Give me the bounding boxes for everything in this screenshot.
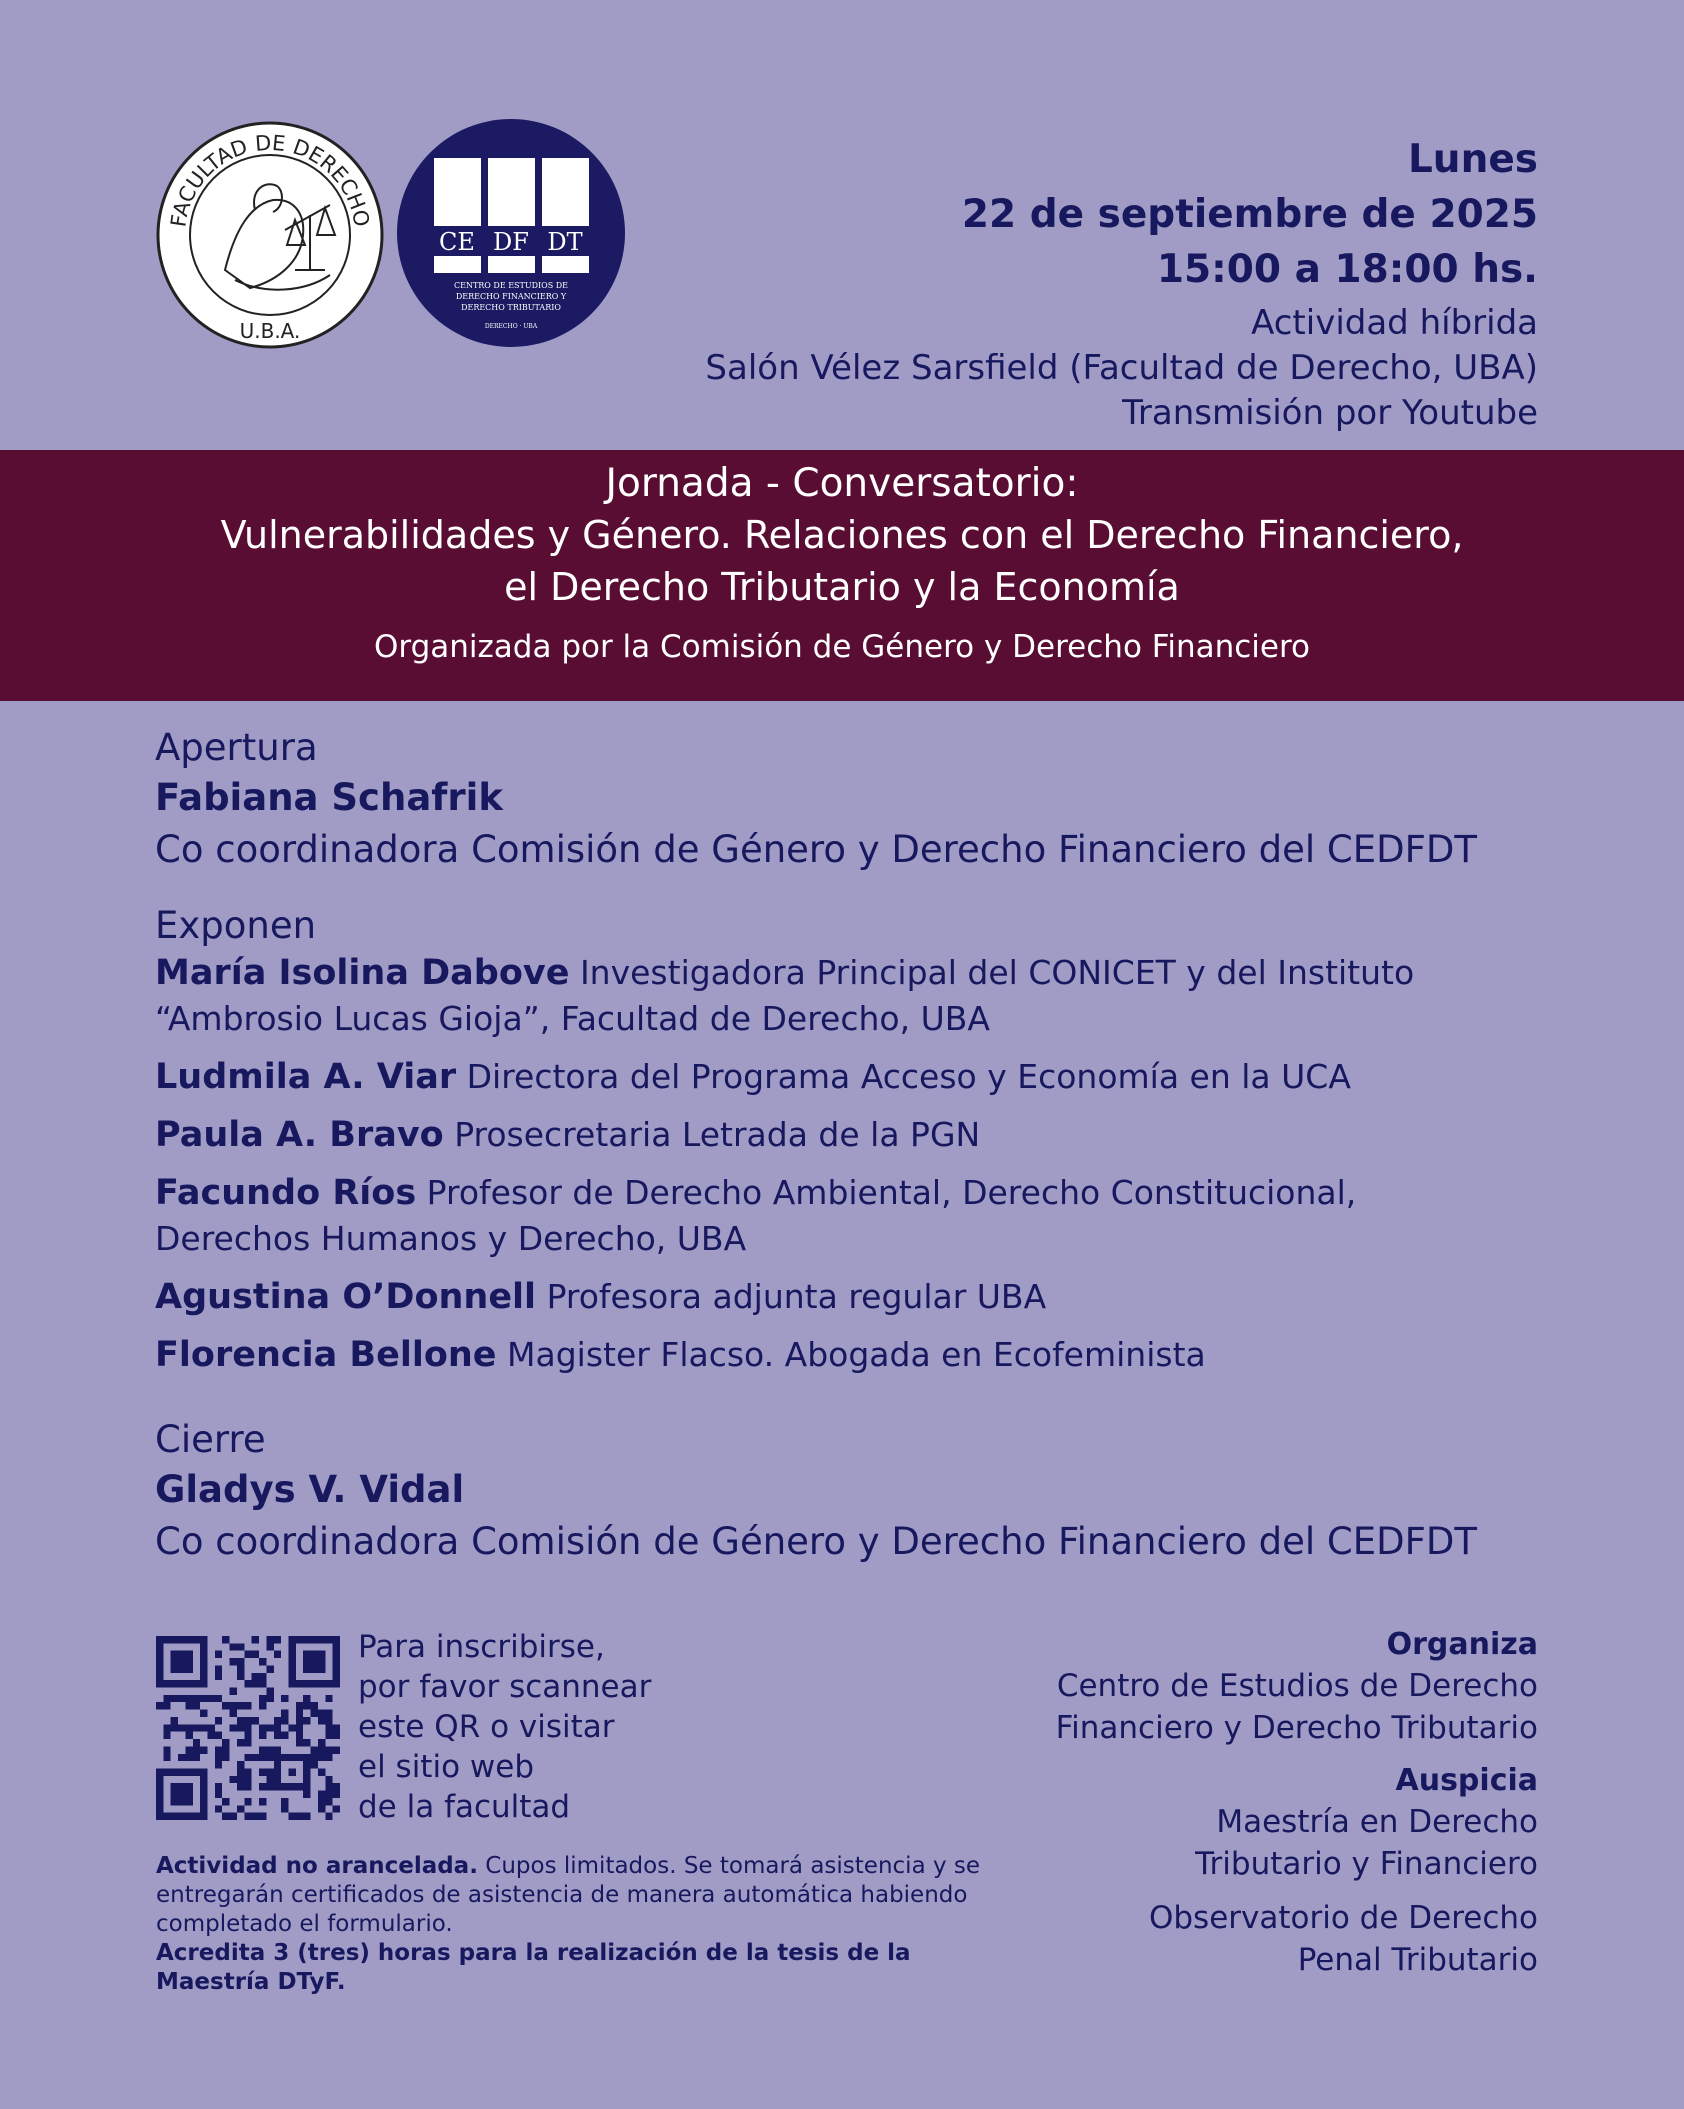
event-organizer-line: Organizada por la Comisión de Género y Derecho Financiero bbox=[373, 629, 1311, 665]
cedfdt-logo bbox=[396, 118, 626, 348]
event-day: Lunes bbox=[1407, 137, 1538, 182]
opening-label: Apertura bbox=[155, 726, 318, 769]
event-title-line1: Vulnerabilidades y Género. Relaciones con el Derecho Financiero, bbox=[220, 513, 1464, 557]
speaker-role: Directora del Programa Acceso y Economía en la UCA bbox=[466, 1057, 1351, 1096]
cedfdt-name-line1: CENTRO DE ESTUDIOS DE bbox=[453, 281, 569, 290]
organiza-label: Organiza bbox=[1386, 1627, 1538, 1662]
closing-label: Cierre bbox=[155, 1418, 266, 1461]
organizers-block bbox=[1056, 1625, 1538, 1981]
closing-speaker-role: Co coordinadora Comisión de Género y Derecho Financiero del CEDFDT bbox=[155, 1520, 1477, 1563]
opening-speaker-role: Co coordinadora Comisión de Género y Derecho Financiero del CEDFDT bbox=[155, 828, 1477, 871]
speaker-row bbox=[155, 1054, 1555, 1100]
speaker-role: Magister Flacso. Abogada en Ecofeminista bbox=[507, 1335, 1206, 1374]
speaker-role: Prosecretaria Letrada de la PGN bbox=[454, 1115, 981, 1154]
observatorio-line: Penal Tributario bbox=[1297, 1942, 1538, 1978]
registration-line: Para inscribirse, bbox=[358, 1629, 605, 1665]
registration-line: por favor scannear bbox=[358, 1669, 652, 1705]
speaker-name: Florencia Bellone bbox=[155, 1335, 497, 1375]
speaker-row bbox=[155, 1274, 1555, 1320]
title-band bbox=[0, 450, 1684, 701]
speaker-role: Profesora adjunta regular UBA bbox=[546, 1277, 1047, 1316]
speaker-role: Profesor de Derecho Ambiental, Derecho Constitucional, bbox=[426, 1173, 1357, 1212]
registration-line: este QR o visitar bbox=[358, 1709, 615, 1745]
fine-print-lead: Actividad no arancelada. bbox=[156, 1853, 478, 1879]
closing-speaker-name: Gladys V. Vidal bbox=[155, 1468, 465, 1511]
event-stream: Transmisión por Youtube bbox=[1122, 393, 1538, 433]
speaker-role-cont: Derechos Humanos y Derecho, UBA bbox=[155, 1219, 747, 1258]
speaker-role: Investigadora Principal del CONICET y del Instituto bbox=[579, 953, 1415, 992]
cedfdt-name-line2: DERECHO FINANCIERO Y bbox=[455, 292, 567, 301]
auspicia-line: Tributario y Financiero bbox=[1195, 1846, 1538, 1882]
organiza-line: Financiero y Derecho Tributario bbox=[1055, 1710, 1538, 1746]
speakers-label: Exponen bbox=[155, 904, 317, 947]
speaker-name: Facundo Ríos bbox=[155, 1173, 417, 1213]
auspicia-line: Maestría en Derecho bbox=[1216, 1804, 1538, 1840]
speaker-name: Agustina O’Donnell bbox=[155, 1277, 537, 1317]
event-mode: Actividad híbrida bbox=[1251, 303, 1538, 343]
cedfdt-letters-df: DF bbox=[493, 228, 529, 256]
uba-seal-top-text: FACULTAD DE DERECHO bbox=[166, 130, 374, 229]
fine-print-credit: Acredita 3 (tres) horas para la realización de la tesis de la Maestría DTyF. bbox=[156, 1940, 911, 1995]
registration-line: el sitio web bbox=[358, 1749, 534, 1785]
speaker-name: Ludmila A. Viar bbox=[155, 1057, 457, 1097]
event-title-line2: el Derecho Tributario y la Economía bbox=[504, 565, 1180, 609]
event-datetime-block bbox=[705, 132, 1538, 436]
speaker-name: Paula A. Bravo bbox=[155, 1115, 444, 1155]
registration-instructions bbox=[358, 1627, 651, 1827]
registration-line: de la facultad bbox=[358, 1789, 571, 1825]
speaker-name: María Isolina Dabove bbox=[155, 953, 570, 993]
speaker-role-cont: “Ambrosio Lucas Gioja”, Facultad de Derecho, UBA bbox=[155, 999, 990, 1038]
speaker-row bbox=[155, 1332, 1555, 1378]
cedfdt-name-line3: DERECHO TRIBUTARIO bbox=[461, 303, 561, 312]
event-venue: Salón Vélez Sarsfield (Facultad de Derecho, UBA) bbox=[705, 348, 1538, 388]
event-kicker: Jornada - Conversatorio: bbox=[605, 461, 1079, 506]
event-date: 22 de septiembre de 2025 bbox=[961, 192, 1538, 237]
registration-qr-code[interactable] bbox=[156, 1636, 340, 1820]
cedfdt-letters-ce: CE bbox=[439, 228, 475, 256]
speaker-row bbox=[155, 950, 1555, 1042]
uba-seal-bottom-text: U.B.A. bbox=[239, 319, 301, 343]
organiza-line: Centro de Estudios de Derecho bbox=[1056, 1668, 1538, 1704]
auspicia-label: Auspicia bbox=[1395, 1763, 1538, 1798]
fine-print-text: Cupos limitados. Se tomará asistencia y se entregarán certificados de asistencia de manera automática habiendo completado el formulario. bbox=[156, 1853, 981, 1937]
cedfdt-footer: DERECHO · UBA bbox=[484, 323, 538, 330]
uba-faculty-seal-logo bbox=[155, 120, 385, 350]
event-time: 15:00 a 18:00 hs. bbox=[1156, 247, 1538, 292]
fine-print bbox=[156, 1852, 1016, 1997]
opening-speaker-name: Fabiana Schafrik bbox=[155, 776, 503, 819]
speaker-row bbox=[155, 1112, 1555, 1158]
cedfdt-letters-dt: DT bbox=[547, 228, 583, 256]
program-section bbox=[155, 724, 1555, 1568]
speaker-row bbox=[155, 1170, 1555, 1262]
observatorio-line: Observatorio de Derecho bbox=[1148, 1900, 1538, 1936]
